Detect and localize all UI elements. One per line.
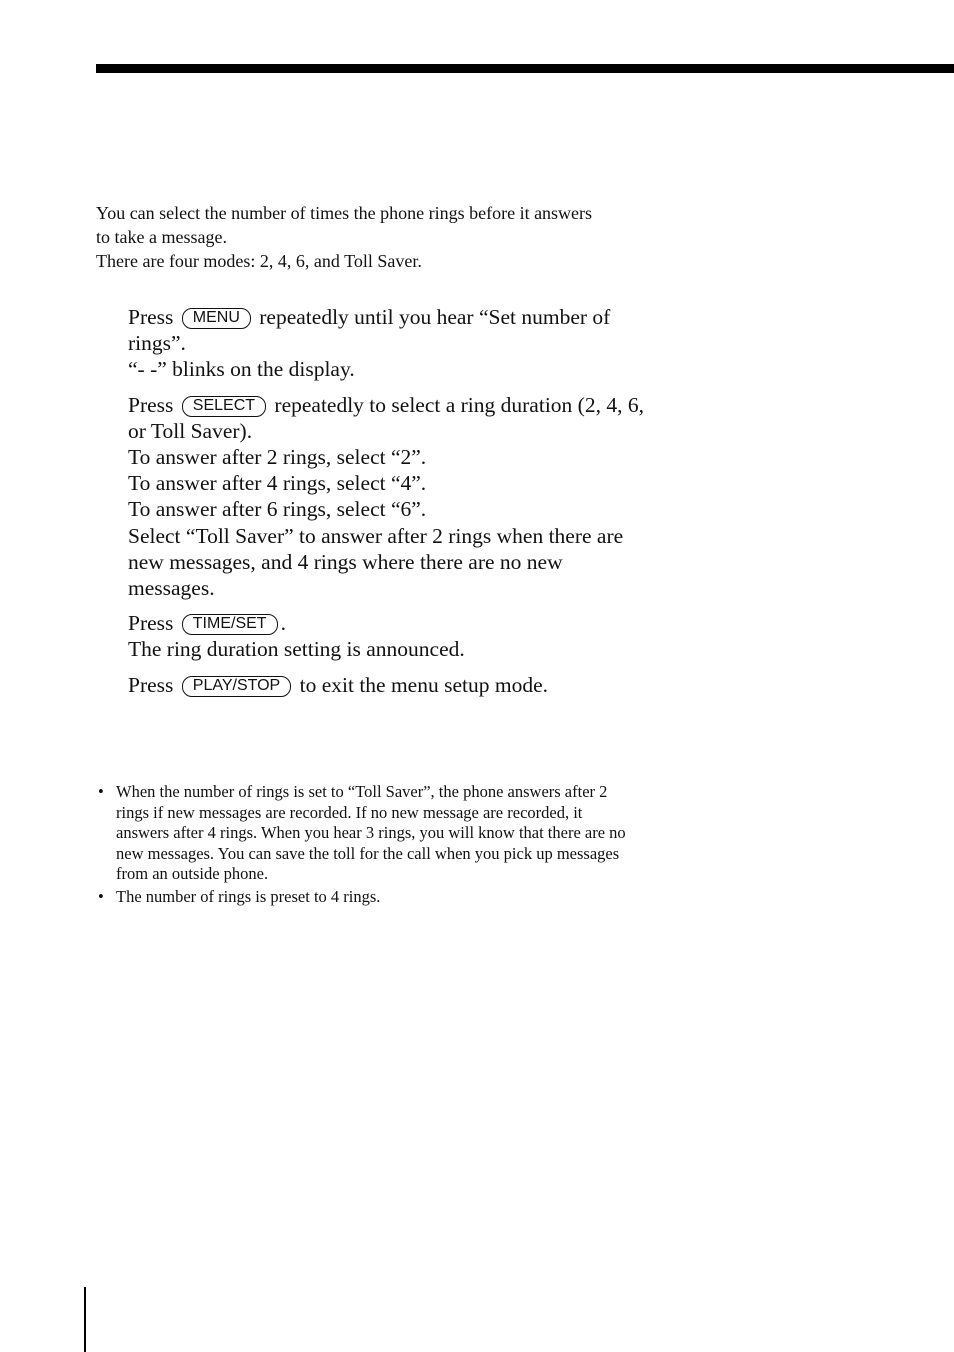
top-rule [96,64,954,73]
note-1-line-3: answers after 4 rings. When you hear 3 rings, you will know that there are no [116,823,626,843]
note-item [96,782,746,885]
step-4-line-1 [128,672,738,698]
step-3-line-1 [128,610,738,636]
step-1-line-1 [128,304,738,330]
step-1 [128,304,738,383]
note-item [96,887,746,908]
step-2-line-1 [128,392,738,418]
step-2-line-8: messages. [128,576,215,601]
step-2-line-6: Select “Toll Saver” to answer after 2 rings when there are [128,523,624,548]
step-3-instruction: . [280,611,286,636]
step-2-line-4: To answer after 4 rings, select “4”. [128,471,427,496]
note-1-line-5: from an outside phone. [116,864,269,884]
intro-line-2: to take a message. [96,227,227,247]
step-1-line-2: rings”. [128,331,186,356]
bullet: • [98,782,104,801]
press-text: Press [128,392,174,417]
step-4-instruction: to exit the menu setup mode. [299,672,549,697]
notes-list [96,782,746,910]
note-1-line-2: rings if new messages are recorded. If no new message are recorded, it [116,802,583,822]
step-3-line-2: The ring duration setting is announced. [128,637,465,662]
press-text: Press [128,305,174,329]
note-2-text: The number of rings is preset to 4 rings. [116,886,381,906]
note-1-line-4: new messages. You can save the toll for the call when you pick up messages [116,843,620,863]
step-1-line-3: “- -” blinks on the display. [128,357,355,382]
note-1-line-1: When the number of rings is set to “Toll Saver”, the phone answers after 2 [116,782,608,801]
menu-key: MENU [182,308,251,329]
press-text: Press [128,672,174,697]
step-2-line-7: new messages, and 4 rings where there are no new [128,549,563,574]
select-key: SELECT [182,396,266,417]
time-set-key: TIME/SET [182,614,278,635]
intro-line-3: There are four modes: 2, 4, 6, and Toll Saver. [96,251,422,271]
step-2-instruction: repeatedly to select a ring duration (2, 4, 6, [274,392,644,417]
steps-list [128,304,738,707]
intro-text [96,201,736,273]
press-text: Press [128,611,174,636]
step-1-instruction: repeatedly until you hear “Set number of [259,305,611,329]
step-2-line-3: To answer after 2 rings, select “2”. [128,445,427,470]
step-2-line-5: To answer after 6 rings, select “6”. [128,497,427,522]
step-2-line-2: or Toll Saver). [128,418,253,443]
bullet: • [98,886,104,906]
step-4 [128,672,738,698]
intro-line-1: You can select the number of times the phone rings before it answers [96,203,593,223]
side-rule [84,1287,86,1352]
play-stop-key: PLAY/STOP [182,676,291,697]
step-2 [128,392,738,602]
step-3 [128,610,738,662]
